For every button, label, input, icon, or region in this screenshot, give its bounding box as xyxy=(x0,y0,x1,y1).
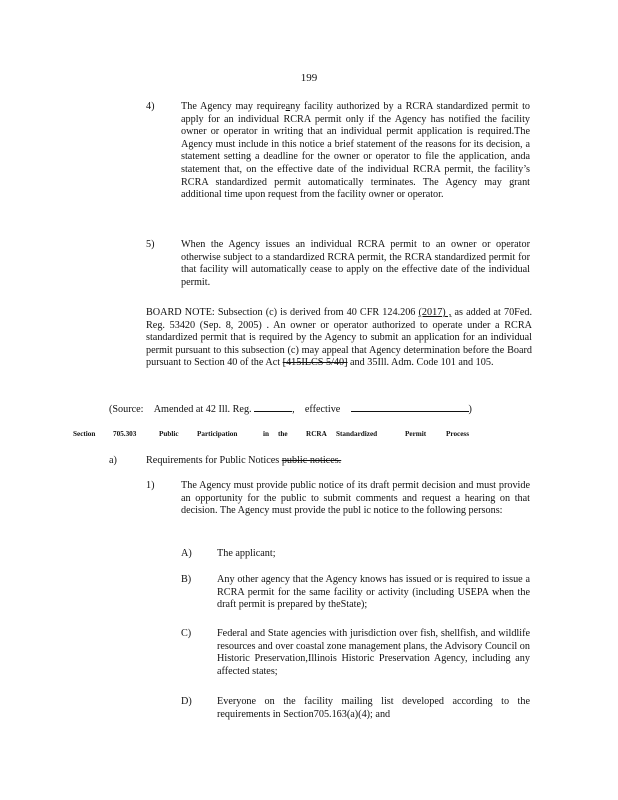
item-5-number: 5) xyxy=(146,239,155,250)
heading-word-in: in xyxy=(263,430,269,438)
heading-word-standardized: Standardized xyxy=(336,430,378,438)
heading-word-permit: Permit xyxy=(405,430,427,438)
section-heading xyxy=(73,430,543,442)
source-note: (Source: Amended at 42 Ill. Reg. , effective ) xyxy=(109,404,472,415)
item-4-text: The Agency may requireany facility authorized by a RCRA standardized permit to apply for an individual RCRA permit only if the Agency has notified the facility owner or operator in writing that an individual permit application is required.The Agency must include in this notice a brief statement of the reasons for its decision, a statement setting a deadline for the owner or operator to file the application, anda statement that, on the effective date of the individual RCRA permit, the facility’s RCRA standardized permit automatically terminates. The Agency may grant additional time upon request from the facility owner or operator. xyxy=(181,101,531,201)
heading-word-rcra: RCRA xyxy=(306,430,327,438)
item-B-text: Any other agency that the Agency knows has issued or is required to issue a RCRA permit for the same facility or activity (including USEPA when the draft permit is prepared by theState); xyxy=(217,574,530,611)
subsection-a-text: Requirements for Public Notices public notices. xyxy=(146,455,342,466)
section-label: Section xyxy=(73,430,96,438)
item-B-number: B) xyxy=(181,574,192,585)
page-number: 199 xyxy=(300,72,318,84)
register-page-blank xyxy=(254,402,292,412)
board-note: BOARD NOTE: Subsection (c) is derived from 40 CFR 124.206 (2017) , as added at 70Fed. Reg. 53420 (Sep. 8, 2005) . An owner or operator authorized to operate under a RCRA standardized permit that is required by the Agency to submit an application for an individual permit pursuant to this subsection (c) may appeal that Agency determination before the Board pursuant to Section 40 of the Act [415ILCS 5/40] and 35Ill. Adm. Code 101 and 105. xyxy=(146,307,533,369)
item-A-text: The applicant; xyxy=(217,548,276,559)
section-number: 705.303 xyxy=(113,430,137,438)
item-5-text: When the Agency issues an individual RCRA permit to an owner or operator otherwise subject to a standardized RCRA permit, the RCRA standardized permit for that facility will automatically cease to apply on the effective date of the individual permit. xyxy=(181,239,530,288)
heading-word-process: Process xyxy=(446,430,470,438)
heading-word-participation: Participation xyxy=(197,430,238,438)
heading-word-public: Public xyxy=(159,430,179,438)
effective-date-blank xyxy=(351,402,469,412)
item-1-text: The Agency must provide public notice of its draft permit decision and must provide an opportunity for the public to submit comments and request a hearing on that decision. The Agency must provide the publ ic notice to the following persons: xyxy=(181,480,530,517)
item-4-number: 4) xyxy=(146,101,155,112)
heading-word-the: the xyxy=(278,430,288,438)
item-D-number: D) xyxy=(181,696,192,707)
item-A-number: A) xyxy=(181,548,192,559)
subsection-a-number: a) xyxy=(109,455,117,466)
item-C-text: Federal and State agencies with jurisdiction over fish, shellfish, and wildlife resources and over coastal zone management plans, the Advisory Council on Historic Preservation,Illinois Historic Preservation Agency, including any affected states; xyxy=(217,628,530,677)
item-1-number: 1) xyxy=(146,480,155,491)
item-C-number: C) xyxy=(181,628,192,639)
item-D-text: Everyone on the facility mailing list developed according to the requirements in Section705.163(a)(4); and xyxy=(217,696,530,720)
